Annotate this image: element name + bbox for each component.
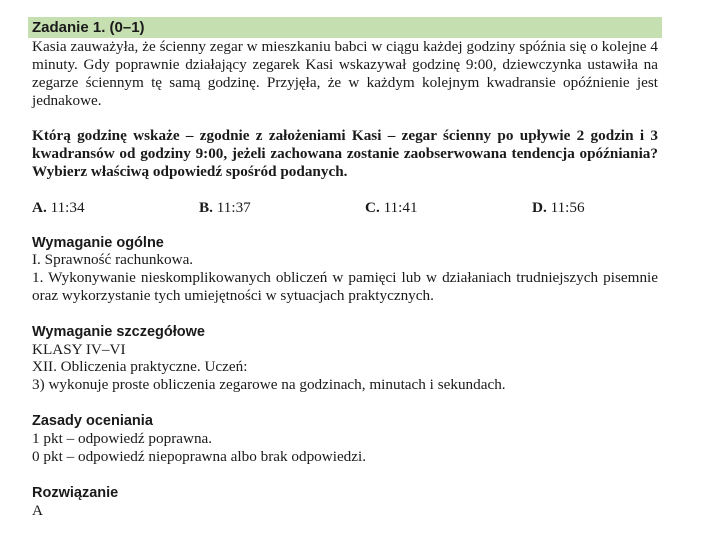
answer-letter: A. — [32, 199, 47, 216]
solution-heading: Rozwiązanie — [32, 485, 119, 501]
answer-options — [0, 199, 720, 217]
answer-value: 11:56 — [550, 199, 585, 216]
specific-requirement-line1: KLASY IV–VI — [32, 341, 126, 358]
task-question: Którą godzinę wskaże – zgodnie z założeniami Kasi – zegar ścienny po upływie 2 godzin i 3 kwadransów od godziny 9:00, jeżeli zachowana zostanie zaobserwowana tendencja opóźniania? Wybierz właściwą odpowiedź spośród podanych. — [32, 127, 658, 180]
general-requirement-heading: Wymaganie ogólne — [32, 235, 164, 251]
answer-value: 11:37 — [216, 199, 251, 216]
specific-requirement-heading: Wymaganie szczegółowe — [32, 324, 205, 340]
answer-option-c[interactable] — [365, 199, 418, 217]
task-intro: Kasia zauważyła, że ścienny zegar w mieszkaniu babci w ciągu każdej godziny spóźnia się o kolejne 4 minuty. Gdy poprawnie działający zegarek Kasi wskazywał godzinę 9:00, dziewczynka ustawiła na zegarze ściennym tę samą godzinę. Przyjęła, że w każdym kolejnym kwadransie opóźnienie jest jednakowe. — [32, 38, 658, 109]
general-requirement-line2: 1. Wykonywanie nieskomplikowanych obliczeń w pamięci lub w działaniach trudniejszych pisemnie oraz wykorzystanie tych umiejętności w sytuacjach praktycznych. — [32, 269, 658, 304]
answer-option-b[interactable] — [199, 199, 251, 217]
general-requirement-line1: I. Sprawność rachunkowa. — [32, 251, 194, 268]
answer-letter: B. — [199, 199, 213, 216]
answer-value: 11:41 — [383, 199, 418, 216]
solution-answer: A — [32, 502, 43, 519]
scoring-heading: Zasady oceniania — [32, 413, 153, 429]
scoring-line1: 1 pkt – odpowiedź poprawna. — [32, 430, 213, 447]
answer-option-d[interactable] — [532, 199, 585, 217]
task-title: Zadanie 1. (0–1) — [32, 19, 145, 36]
answer-value: 11:34 — [50, 199, 85, 216]
answer-letter: D. — [532, 199, 547, 216]
specific-requirement-line2: XII. Obliczenia praktyczne. Uczeń: — [32, 358, 248, 375]
scoring-line2: 0 pkt – odpowiedź niepoprawna albo brak odpowiedzi. — [32, 448, 367, 465]
specific-requirement-line3: 3) wykonuje proste obliczenia zegarowe na godzinach, minutach i sekundach. — [32, 376, 506, 393]
answer-option-a[interactable] — [32, 199, 85, 217]
answer-letter: C. — [365, 199, 380, 216]
